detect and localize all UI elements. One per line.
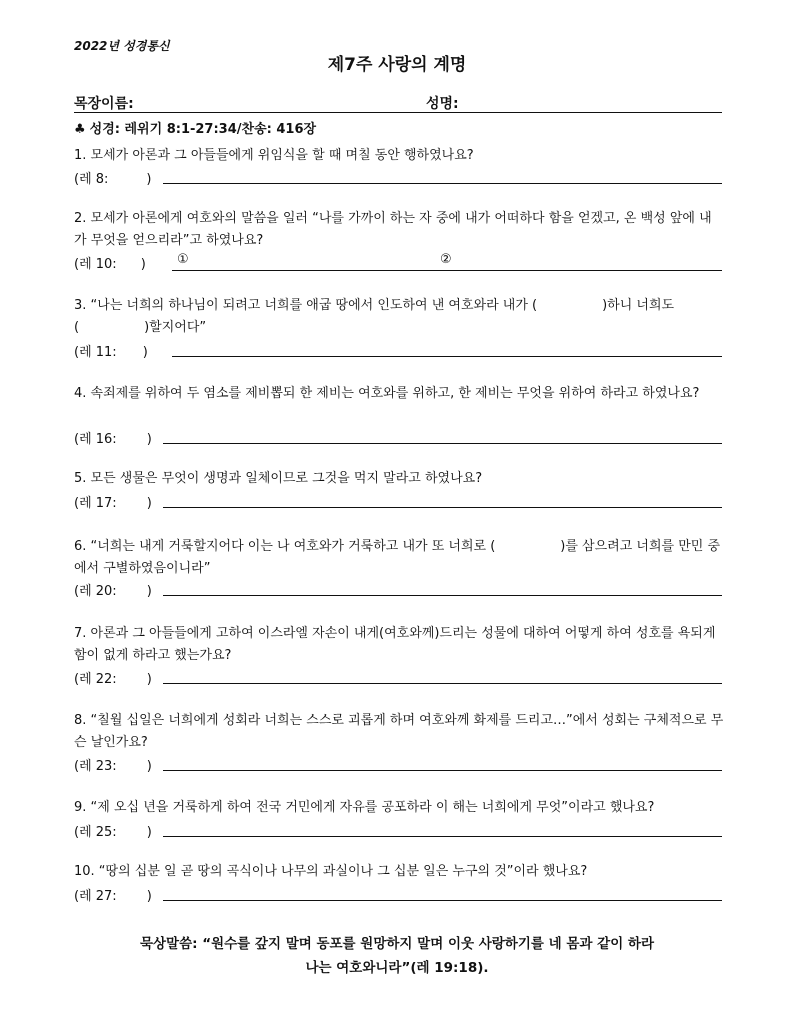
club-icon: ♣ (74, 122, 86, 137)
answer-line-3[interactable] (172, 356, 722, 357)
answer-mark-2: ② (440, 252, 452, 267)
meta-underline (74, 94, 722, 113)
question-2: 2. 모세가 아론에게 여호와의 말씀을 일러 “나를 가까이 하는 자 중에 내가 어떠하다 함을 얻겠고, 온 백성 앞에 내가 무엇을 얻으리라”고 하였나요? (74, 211, 712, 248)
question-5-ref: (레 17: ) (74, 496, 152, 511)
question-8-ref: (레 23: ) (74, 759, 152, 774)
question-6-ref: (레 20: ) (74, 584, 152, 599)
pastor-label: 목장이름: (74, 96, 134, 112)
question-7-ref: (레 22: ) (74, 672, 152, 687)
question-9: 9. “제 오십 년을 거룩하게 하여 전국 거민에게 자유를 공포하라 이 해는 너희에게 무엇”이라고 했나요? (74, 800, 655, 815)
question-8: 8. “칠월 십일은 너희에게 성회라 너희는 스스로 괴롭게 하며 여호와께 화제를 드리고…”에서 성회는 구체적으로 무슨 날인가요? (74, 713, 724, 750)
scripture-text: 성경: 레위기 8:1-27:34/찬송: 416장 (89, 122, 317, 137)
question-6: 6. “너희는 내게 거룩할지어다 이는 나 여호와가 거룩하고 내가 또 너희로 ( )를 삼으려고 너희를 만민 중에서 구별하였음이니라” (74, 539, 721, 576)
answer-line-1[interactable] (163, 183, 722, 184)
answer-line-4[interactable] (163, 443, 722, 444)
question-4-ref: (레 16: ) (74, 432, 152, 447)
answer-line-9[interactable] (163, 836, 722, 837)
question-2-ref: (레 10: ) (74, 257, 146, 272)
question-4: 4. 속죄제를 위하여 두 염소를 제비뽑되 한 제비는 여호와를 위하고, 한 제비는 무엇을 위하여 하라고 하였나요? (74, 386, 700, 401)
meditation-verse (0, 932, 794, 980)
answer-line-10[interactable] (163, 900, 722, 901)
answer-line-5[interactable] (163, 507, 722, 508)
question-7: 7. 아론과 그 아들들에게 고하여 이스라엘 자손이 내게(여호와께)드리는 성물에 대하여 어떻게 하여 성호를 욕되게 함이 없게 하라고 했는가요? (74, 626, 716, 663)
question-3-ref: (레 11: ) (74, 345, 148, 360)
question-1: 1. 모세가 아론과 그 아들들에게 위임식을 할 때 며칠 동안 행하였나요? (74, 148, 474, 163)
question-1-ref: (레 8: ) (74, 172, 152, 187)
scripture-info (74, 118, 316, 137)
answer-line-8[interactable] (163, 770, 722, 771)
header-note: 2022년 성경통신 (74, 39, 170, 53)
question-10-ref: (레 27: ) (74, 889, 152, 904)
answer-line-2[interactable] (172, 270, 722, 271)
name-label: 성명: (426, 96, 459, 112)
meditation-line-2: 나는 여호와니라”(레 19:18). (305, 960, 489, 976)
question-9-ref: (레 25: ) (74, 825, 152, 840)
answer-mark-1: ① (177, 252, 189, 267)
meditation-line-1: 묵상말씀: “원수를 갚지 말며 동포를 원망하지 말며 이웃 사랑하기를 네 몸과 같이 하라 (139, 936, 655, 952)
answer-line-6[interactable] (163, 595, 722, 596)
page-title: 제7주 사랑의 계명 (327, 55, 467, 75)
question-5: 5. 모든 생물은 무엇이 생명과 일체이므로 그것을 먹지 말라고 하였나요? (74, 471, 483, 486)
question-10: 10. “땅의 십분 일 곧 땅의 곡식이나 나무의 과실이나 그 십분 일은 누구의 것”이라 했나요? (74, 864, 588, 879)
answer-line-7[interactable] (163, 683, 722, 684)
question-3: 3. “나는 너희의 하나님이 되려고 너희를 애굽 땅에서 인도하여 낸 여호와라 내가 ( )하니 너희도 ( )할지어다” (74, 298, 675, 335)
